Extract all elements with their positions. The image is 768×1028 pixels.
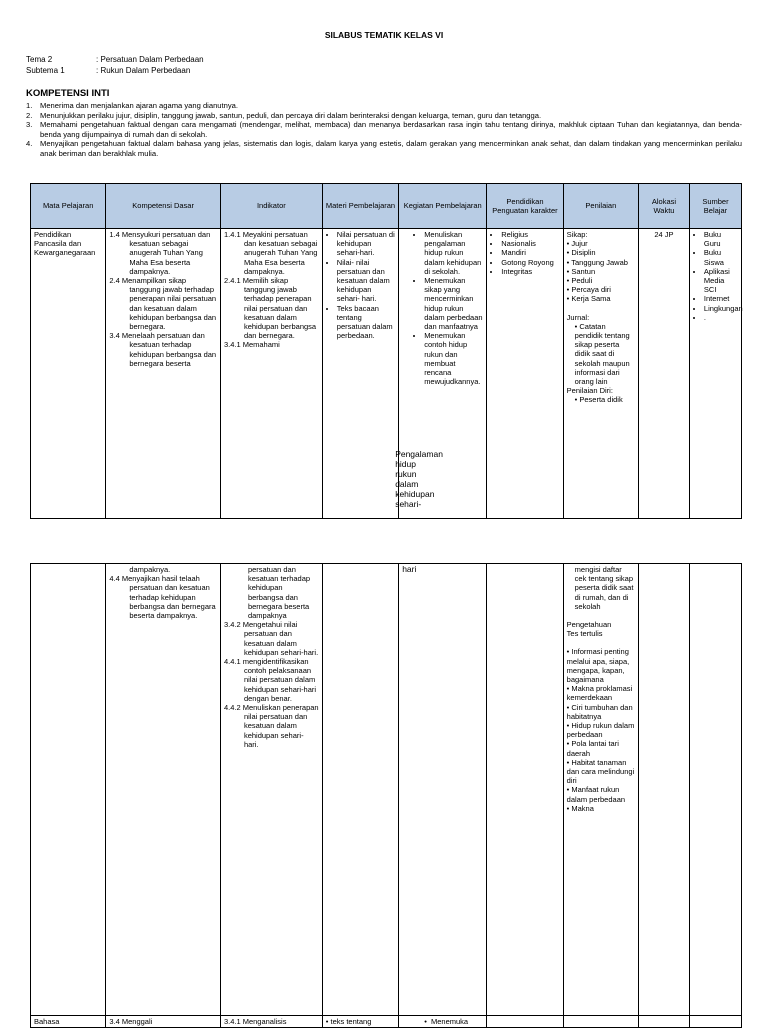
- kegiatan-cell: [395, 229, 487, 519]
- alokasi-cell: 24 JP: [639, 229, 690, 519]
- penilaian-cell: [563, 1016, 638, 1028]
- materi-cell: [322, 564, 398, 1016]
- karakter-cell: [487, 564, 563, 1016]
- mapel-cell: [31, 564, 106, 1016]
- col-header: Penilaian: [563, 184, 638, 229]
- col-header: Materi Pembelajaran: [322, 184, 398, 229]
- pengetahuan-item: • Makna proklamasi kemerdekaan: [566, 684, 633, 703]
- materi-cell: [322, 229, 398, 519]
- materi-cell: • teks tentang: [322, 1016, 398, 1028]
- ki-list: [26, 101, 742, 159]
- kd-cell: [106, 564, 221, 1016]
- sumber-cell: [689, 229, 741, 519]
- karakter-item: • Integritas: [501, 267, 559, 276]
- sumber-cell: [689, 564, 741, 1016]
- pengetahuan-item: • Hidup rukun dalam perbedaan: [566, 721, 635, 740]
- ki-item: 2. Menunjukkan perilaku jujur, disiplin, tanggung jawab, santun, peduli, dan percaya diri dalam berinteraksi dengan keluarga, teman, guru dan tetangga.: [26, 111, 742, 121]
- kegiatan-overflow-text: Pengalaman hidup rukun dalam kehidupan sehari-: [395, 449, 443, 509]
- kegiatan-item: • Menuliskan pengalaman hidup rukun dalam kehidupan di sekolah.: [424, 230, 483, 276]
- penilaian-diri-heading: Penilaian Diri:: [566, 386, 613, 396]
- syllabus-table-2: [30, 563, 742, 1028]
- kegiatan-item: • Menemukan contoh hidup rukun dan membuat rencana mewujudkannya.: [424, 331, 483, 386]
- penilaian-text: mengisi daftar cek tentang sikap peserta didik saat di rumah, dan di sekolah: [574, 565, 634, 611]
- kd-item: 3.4 Menelaah persatuan dan kesatuan terhadap kehidupan berbangsa dan bernegara beserta: [109, 331, 217, 368]
- sikap-item: • Disiplin: [566, 248, 596, 258]
- sumber-item: • Aplikasi Media SCI: [704, 267, 738, 295]
- kegiatan-item: • Menemukan sikap yang mencerminkan hidup rukun dalam perbedaan dan manfaatnya: [424, 276, 483, 331]
- karakter-item: • Religius: [501, 230, 559, 239]
- ki-text: Menunjukkan perilaku jujur, disiplin, tanggung jawab, santun, peduli, dan percaya diri dalam berinteraksi dengan keluarga, teman, guru dan tetangga.: [40, 110, 542, 120]
- ki-text: Menerima dan menjalankan ajaran agama yang dianutnya.: [40, 101, 238, 110]
- alokasi-cell: [639, 564, 690, 1016]
- jurnal-heading: Jurnal:: [566, 312, 590, 322]
- tema-line: [26, 55, 204, 64]
- materi-item: • Nilai persatuan di kehidupan sehari-hari.: [337, 230, 395, 258]
- pengetahuan-item: • Informasi penting melalui apa, siapa, mengapa, kapan, bagaimana: [566, 647, 630, 685]
- syllabus-table-1: [30, 183, 742, 519]
- sikap-item: • Jujur: [566, 239, 588, 249]
- sikap-item: • Percaya diri: [566, 285, 611, 295]
- sikap-item: • Santun: [566, 266, 596, 276]
- col-header: Indikator: [220, 184, 322, 229]
- indikator-item: 1.4.1 Meyakini persatuan dan kesatuan sebagai anugerah Tuhan Yang Maha Esa beserta dampaknya.: [223, 230, 318, 276]
- kd-item: 4.4 Menyajikan hasil telaah persatuan dan kesatuan terhadap kehidupan berbangsa dan bernegara beserta dampaknya.: [109, 574, 216, 621]
- table-row: [31, 1016, 742, 1028]
- karakter-cell: [487, 1016, 563, 1028]
- kegiatan-item: Menemuka: [430, 1017, 469, 1026]
- indikator-cell: [220, 229, 322, 519]
- sumber-item: • Buku Siswa: [704, 248, 738, 266]
- jurnal-text: • Catatan pendidik tentang sikap peserta didik saat di sekolah maupun informasi dari orang lain: [574, 321, 630, 387]
- pengetahuan-item: • Manfaat rukun dalam perbedaan: [566, 785, 626, 804]
- tema-key: Tema 2: [26, 55, 53, 64]
- alokasi-cell: [639, 1016, 690, 1028]
- sumber-item: • .: [704, 313, 738, 322]
- col-header: Kegiatan Pembelajaran: [399, 184, 487, 229]
- indikator-item: 3.4.2 Mengetahui nilai persatuan dan kesatuan dalam kehidupan sehari-hari.: [223, 620, 319, 657]
- penilaian-cell: [563, 564, 638, 1016]
- col-header: Sumber Belajar: [689, 184, 741, 229]
- pengetahuan-item: • Makna: [566, 803, 594, 813]
- table-header-row: [31, 184, 742, 229]
- indikator-item: 4.4.2 Menuliskan penerapan nilai persatuan dan kesatuan dalam kehidupan sehari- hari.: [223, 703, 319, 749]
- mapel-cell: Bahasa: [31, 1016, 106, 1028]
- sumber-item: • Internet: [704, 294, 738, 303]
- penilaian-cell: [563, 229, 638, 519]
- karakter-cell: [487, 229, 563, 519]
- pengetahuan-item: • Pola lantai tari daerah: [566, 739, 619, 758]
- kegiatan-cell: • Menemuka: [399, 1016, 487, 1028]
- indikator-item: 3.4.1 Memahami: [223, 340, 280, 350]
- karakter-item: • Mandiri: [501, 248, 559, 257]
- penilaian-diri-text: • Peserta didik: [574, 395, 623, 405]
- pengetahuan-item: • Ciri tumbuhan dan habitatnya: [566, 702, 633, 721]
- subtema-key: Subtema 1: [26, 66, 65, 75]
- sikap-item: • Tanggung Jawab: [566, 257, 628, 267]
- ki-heading: KOMPETENSI INTI: [26, 88, 110, 99]
- col-header: Alokasi Waktu: [639, 184, 690, 229]
- sikap-item: • Kerja Sama: [566, 294, 611, 304]
- ki-item: 3. Memahami pengetahuan faktual dengan cara mengamati (mendengar, melihat, membaca) dan menanya berdasarkan rasa ingin tahu tentang dirinya, makhluk ciptaan Tuhan dan kegiatannya, dan benda-benda yang dijumpainya di rumah dan di sekolah.: [26, 120, 742, 139]
- indikator-continuation: persatuan dan kesatuan terhadap kehidupan berbangsa dan bernegara beserta dampaknya: [247, 565, 311, 621]
- mapel-cell: Pendidikan Pancasila dan Kewarganegaraan: [31, 229, 106, 519]
- tes-tertulis: Tes tertulis: [566, 629, 603, 639]
- indikator-item: 4.4.1 mengidentifikasikan contoh pelaksanaan nilai persatuan dalam kehidupan sehari-hari dengan benar.: [223, 657, 317, 703]
- ki-text: Menyajikan pengetahuan faktual dalam bahasa yang jelas, sistematis dan logis, dalam karya yang estetis, dalam gerakan yang mencerminkan anak sehat, dan dalam tindakan yang mencerminkan perilaku anak beriman dan berakhlak mulia.: [40, 139, 742, 158]
- col-header: Pendidikan Penguatan karakter: [487, 184, 563, 229]
- materi-item: • Nilai- nilai persatuan dan kesatuan dalam kehidupan sehari- hari.: [337, 258, 395, 304]
- table-row: [31, 229, 742, 519]
- sumber-cell: [689, 1016, 741, 1028]
- table-row: [31, 564, 742, 1016]
- sumber-item: • Lingkungan: [704, 304, 738, 313]
- subtema-value: : Rukun Dalam Perbedaan: [96, 66, 191, 75]
- kegiatan-cell: hari: [399, 564, 487, 1016]
- document-title: SILABUS TEMATIK KELAS VI: [324, 30, 444, 40]
- col-header: Mata Pelajaran: [31, 184, 106, 229]
- indikator-cell: 3.4.1 Menganalisis: [220, 1016, 322, 1028]
- ki-text: Memahami pengetahuan faktual dengan cara mengamati (mendengar, melihat, membaca) dan menanya berdasarkan rasa ingin tahu tentang dirinya, makhluk ciptaan Tuhan dan kegiatannya, dan benda-benda yang dijumpainya di rumah dan di sekolah.: [40, 120, 742, 139]
- ki-item: 4. Menyajikan pengetahuan faktual dalam bahasa yang jelas, sistematis dan logis, dalam karya yang estetis, dalam gerakan yang mencerminkan anak sehat, dan dalam tindakan yang mencerminkan perilaku anak beriman dan berakhlak mulia.: [26, 139, 742, 158]
- indikator-item: 2.4.1 Memilih sikap tanggung jawab terhadap penerapan nilai persatuan dan kesatuan dalam kehidupan berbangsa dan bernegara.: [223, 276, 317, 341]
- tema-value: : Persatuan Dalam Perbedaan: [96, 55, 204, 64]
- kd-continuation: dampaknya.: [129, 565, 171, 574]
- ki-item: 1. Menerima dan menjalankan ajaran agama yang dianutnya.: [26, 101, 742, 111]
- indikator-cell: [220, 564, 322, 1016]
- kd-cell: [106, 229, 221, 519]
- pengetahuan-heading: Pengetahuan: [566, 620, 612, 630]
- subtema-line: [26, 66, 190, 75]
- karakter-item: • Gotong Royong: [501, 258, 559, 267]
- pengetahuan-item: • Habitat tanaman dan cara melindungi diri: [566, 757, 635, 786]
- kd-item: 1.4 Mensyukuri persatuan dan kesatuan sebagai anugerah Tuhan Yang Maha Esa beserta dampaknya.: [109, 230, 211, 276]
- sumber-item: • Buku Guru: [704, 230, 738, 248]
- sikap-item: • Peduli: [566, 276, 593, 286]
- materi-item: • Teks bacaan tentang persatuan dalam perbedaan.: [337, 304, 395, 341]
- kd-item: 2.4 Menampilkan sikap tanggung jawab terhadap penerapan nilai persatuan dan kesatuan dalam kehidupan berbangsa dan bernegara.: [109, 276, 217, 332]
- kd-cell: 3.4 Menggali: [106, 1016, 221, 1028]
- sikap-heading: Sikap:: [566, 230, 588, 239]
- col-header: Kompetensi Dasar: [106, 184, 221, 229]
- karakter-item: • Nasionalis: [501, 239, 559, 248]
